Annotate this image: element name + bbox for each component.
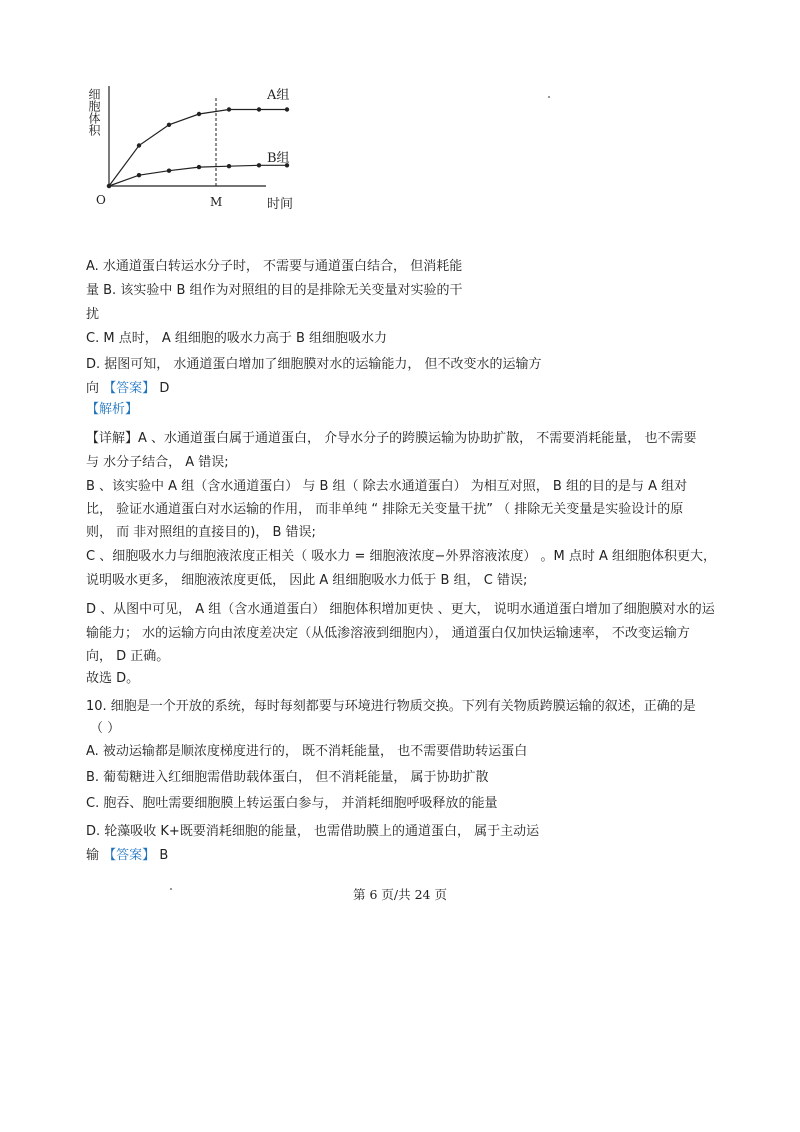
option-d-line1: D. 据图可知， 水通道蛋白增加了细胞膜对水的运输能力， 但不改变水的运输方 bbox=[86, 357, 542, 372]
detail-line-10: 向， D 正确。 bbox=[86, 649, 170, 664]
series-b-label: B组 bbox=[267, 151, 290, 166]
answer-tag: 【答案】 bbox=[103, 381, 156, 396]
option-d-tail: 向 bbox=[86, 381, 100, 396]
series-b-point bbox=[227, 164, 231, 168]
series-a-line bbox=[109, 110, 287, 187]
q10-option-d-tail: 输 bbox=[86, 848, 100, 863]
q10-answer-value: B bbox=[159, 848, 169, 863]
option-a-line2: 量 B. 该实验中 B 组作为对照组的目的是排除无关变量对实验的干 bbox=[86, 283, 463, 298]
series-a-point bbox=[197, 112, 201, 116]
series-a-label: A组 bbox=[267, 88, 290, 103]
detail-line-6: C 、细胞吸水力与细胞液浓度正相关（ 吸水力 = 细胞液浓度−外界溶液浓度） 。M 点时 A 组细胞体积更大， bbox=[86, 549, 717, 564]
option-c: C. M 点时， A 组细胞的吸水力高于 B 组细胞吸水力 bbox=[86, 331, 388, 346]
analysis-tag: 【解析】 bbox=[86, 402, 139, 417]
q10-option-c: C. 胞吞、胞吐需要细胞膜上转运蛋白参与， 并消耗细胞呼吸释放的能量 bbox=[86, 796, 498, 811]
detail-line-2: 与 水分子结合， A 错误; bbox=[86, 455, 229, 470]
q10-option-d-line1: D. 轮藻吸收 K+既要消耗细胞的能量， 也需借助膜上的通道蛋白， 属于主动运 bbox=[86, 824, 540, 839]
cell-volume-graph bbox=[84, 78, 314, 218]
detail-line-1 bbox=[86, 430, 696, 448]
series-a-point bbox=[137, 143, 141, 147]
detail-tag: 【详解】 bbox=[86, 431, 139, 446]
detail-line-9: 输能力； 水的运输方向由浓度差决定（从低渗溶液到细胞内）， 通道蛋白仅加快运输速率， 不改变运输方 bbox=[86, 626, 690, 641]
series-a-point bbox=[257, 107, 261, 111]
series-a-point bbox=[285, 107, 289, 111]
option-d-line2 bbox=[86, 380, 169, 398]
q10-paren: （ ） bbox=[90, 721, 121, 736]
option-a-line3: 扰 bbox=[86, 307, 100, 322]
page-footer: 第 6 页/共 24 页 bbox=[353, 887, 447, 902]
m-label: M bbox=[210, 195, 223, 209]
series-b-point bbox=[197, 165, 201, 169]
origin-label: O bbox=[96, 193, 106, 207]
q10-option-d-line2 bbox=[86, 847, 168, 865]
q10-answer-tag: 【答案】 bbox=[103, 848, 156, 863]
answer-value: D bbox=[159, 381, 170, 396]
series-a-point bbox=[227, 107, 231, 111]
x-axis-label: 时间 bbox=[267, 197, 294, 212]
series-b-point bbox=[257, 163, 261, 167]
y-axis-label: 细胞体积 bbox=[87, 88, 101, 136]
series-a-point bbox=[167, 123, 171, 127]
detail-line-5: 则， 而 非对照组的直接目的)， B 错误; bbox=[86, 525, 316, 540]
detail-line-4: 比， 验证水通道蛋白对水运输的作用， 而非单纯 “ 排除无关变量干扰” （ 排除无关变量是实验设计的原 bbox=[86, 502, 684, 517]
detail-line-11: 故选 D。 bbox=[86, 671, 140, 686]
detail-line-8: D 、从图中可见， A 组（含水通道蛋白） 细胞体积增加更快 、更大， 说明水通道蛋白增加了细胞膜对水的运 bbox=[86, 602, 715, 617]
q10-option-a: A. 被动运输都是顺浓度梯度进行的， 既不消耗能量， 也不需要借助转运蛋白 bbox=[86, 744, 528, 759]
series-b-point bbox=[107, 184, 111, 188]
detail-text-1: A 、水通道蛋白属于通道蛋白， 介导水分子的跨膜运输为协助扩散， 不需要消耗能量， 也不需要 bbox=[138, 431, 697, 446]
series-b-point bbox=[167, 169, 171, 173]
q10-stem: 10. 细胞是一个开放的系统，每时每刻都要与环境进行物质交换。下列有关物质跨膜运输的叙述，正确的是 bbox=[86, 699, 696, 714]
option-a-line1: A. 水通道蛋白转运水分子时， 不需要与通道蛋白结合， 但消耗能 bbox=[86, 259, 463, 274]
detail-line-3: B 、该实验中 A 组（含水通道蛋白） 与 B 组（ 除去水通道蛋白） 为相互对照， B 组的目的是与 A 组对 bbox=[86, 479, 688, 494]
series-b-point bbox=[137, 173, 141, 177]
speck bbox=[548, 96, 550, 98]
q10-option-b: B. 葡萄糖进入红细胞需借助载体蛋白， 但不消耗能量， 属于协助扩散 bbox=[86, 770, 489, 785]
detail-line-7: 说明吸水更多， 细胞液浓度更低， 因此 A 组细胞吸水力低于 B 组， C 错误; bbox=[86, 573, 528, 588]
